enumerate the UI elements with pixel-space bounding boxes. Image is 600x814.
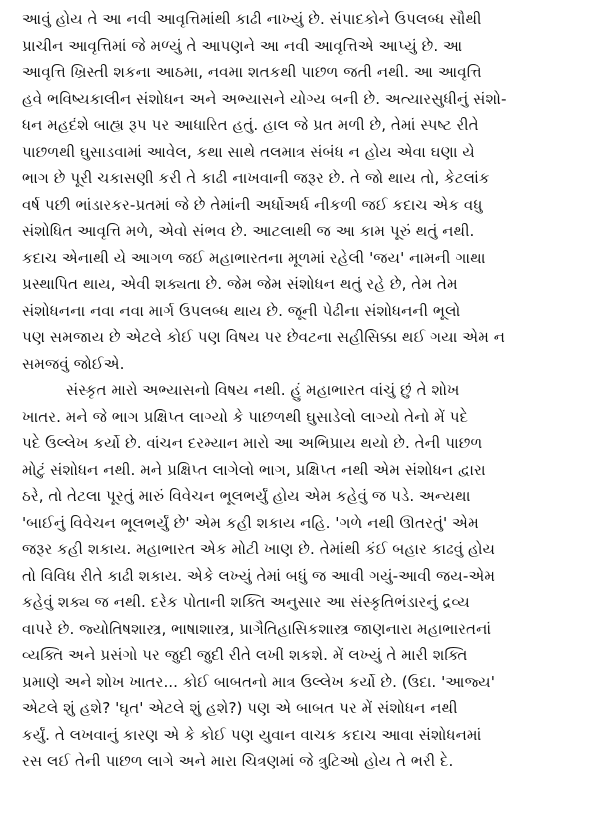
paragraph-line: કદાચ એનાથી યે આગળ જઈ મહાભારતના મૂળમાં રહેલી 'જય' નામની ગાથા [22, 248, 486, 267]
paragraph-line: પણ સમજાય છે એટલે કોઈ પણ વિષય પર છેવટના સહીસિક્કા થઈ ગયા એમ ન [22, 328, 506, 346]
paragraph-line: ધન મહદંશે બાહ્ય રૂપ પર આધારિત હતું. હાલ જે પ્રત મળી છે, તેમાં સ્પષ્ટ રીતે [22, 116, 479, 134]
paragraph-line: એટલે શું હશે? 'ઘૃત' એટલે શું હશે?) પણ એ બાબત પર મેં સંશોધન નથી [22, 699, 458, 717]
paragraph-line: આવું હોય તે આ નવી આવૃત્તિમાંથી કાઢી નાખ્યું છે. સંપાદકોને ઉપલબ્ધ સૌથી [22, 10, 482, 28]
paragraph-line: પ્રસ્થાપિત થાય, એવી શક્યતા છે. જેમ જેમ સંશોધન થતું રહે છે, તેમ તેમ [22, 275, 458, 293]
paragraph-line: સંશોધિત આવૃત્તિ મળે, એવો સંભવ છે. આટલાથી જ આ કામ પૂરું થતું નથી. [22, 222, 475, 240]
paragraph-line: ઠરે, તો તેટલા પૂરતું મારું વિવેચન ભૂલભર્યું હોય એમ કહેવું જ પડે. અન્યથા [22, 487, 471, 505]
paragraph-line: તો વિવિધ રીતે કાઢી શકાય. એકે લખ્યું તેમાં બધું જ આવી ગયું-આવી જય-એમ [22, 566, 496, 585]
paragraph-line: વર્ષ પછી ભાંડારકર-પ્રતમાં જે છે તેમાંની અર્ધોઅર્ધ નીકળી જઈ કદાચ એક વધુ [22, 195, 483, 214]
paragraph-line: જરૂર કહી શકાય. મહાભારત એક મોટી ખાણ છે. તેમાંથી કંઈ બહાર કાઢવું હોય [22, 540, 496, 558]
paragraph-line: આવૃત્તિ ખ્રિસ્તી શકના આઠમા, નવમા શતકથી પાછળ જતી નથી. આ આવૃત્તિ [22, 63, 482, 81]
paragraph-line: સંસ્કૃત મારો અભ્યાસનો વિષય નથી. હું મહાભારત વાંચું છું તે શોખ [66, 381, 460, 399]
paragraph-line: ભાગ છે પૂરી ચકાસણી કરી તે કાઢી નાખવાની જરૂર છે. તે જો થાય તો, કેટલાંક [22, 169, 490, 187]
paragraph-line: ખાતર. મને જે ભાગ પ્રક્ષિપ્ત લાગ્યો કે પાછળથી ઘુસાડેલો લાગ્યો તેનો મેં પદે [22, 407, 469, 426]
paragraph-line: હવે ભવિષ્યકાલીન સંશોધન અને અભ્યાસને યોગ્ય બની છે. અત્યારસુધીનું સંશો- [22, 89, 507, 108]
paragraph-line: કહેવું શક્ય જ નથી. દરેક પોતાની શક્તિ અનુસાર આ સંસ્કૃતિભંડારનું દ્રવ્ય [22, 593, 470, 611]
paragraph-line: સંશોધનના નવા નવા માર્ગ ઉપલબ્ધ થાય છે. જૂની પેઢીના સંશોધનની ભૂલો [22, 301, 461, 320]
paragraph-line: વ્યક્તિ અને પ્રસંગો પર જુદી જુદી રીતે લખી શકશે. મેં લખ્યું તે મારી શક્તિ [22, 646, 468, 664]
paragraph-line: કર્યું. તે લખવાનું કારણ એ કે કોઈ પણ યુવાન વાચક કદાચ આવા સંશોધનમાં [22, 725, 482, 744]
paragraph-line: રસ લઈ તેની પાછળ લાગે અને મારા ચિત્રણમાં જે ત્રુટિઓ હોય તે ભરી દે. [22, 752, 454, 770]
paragraph-2 [22, 377, 586, 775]
paragraph-line: મોટું સંશોધન નથી. મને પ્રક્ષિપ્ત લાગેલો ભાગ, પ્રક્ષિપ્ત નથી એમ સંશોધન દ્વારા [22, 460, 486, 479]
paragraph-line: સમજવું જોઈએ. [22, 354, 125, 373]
paragraph-line: વાપરે છે. જ્યોતિષશાસ્ત્ર, ભાષાશાસ્ત્ર, પ્રાગૈતિહાસિકશાસ્ત્ર જાણનારા મહાભારતનાં [22, 619, 492, 638]
paragraph-line: પદે ઉલ્લેખ કર્યો છે. વાંચન દરમ્યાન મારો આ અભિપ્રાય થયો છે. તેની પાછળ [22, 434, 483, 452]
paragraph-line: પ્રમાણે અને શોખ ખાતર... કોઈ બાબતનો માત્ર ઉલ્લેખ કર્યો છે. (ઉદા. 'આજ્ય' [22, 672, 495, 691]
paragraph-line: પ્રાચીન આવૃત્તિમાં જે મળ્યું તે આપણને આ નવી આવૃત્તિએ આપ્યું છે. આ [22, 36, 463, 55]
paragraph-line: 'બાઈનું વિવેચન ભૂલભર્યું છે' એમ કહી શકાય નહિ. 'ગળે નથી ઊતરતું' એમ [22, 513, 479, 532]
paragraph-line: પાછળથી ઘુસાડવામાં આવેલ, કથા સાથે તલમાત્ર સંબંધ ન હોય એવા ઘણા યે [22, 142, 475, 161]
paragraph-1 [22, 6, 586, 377]
